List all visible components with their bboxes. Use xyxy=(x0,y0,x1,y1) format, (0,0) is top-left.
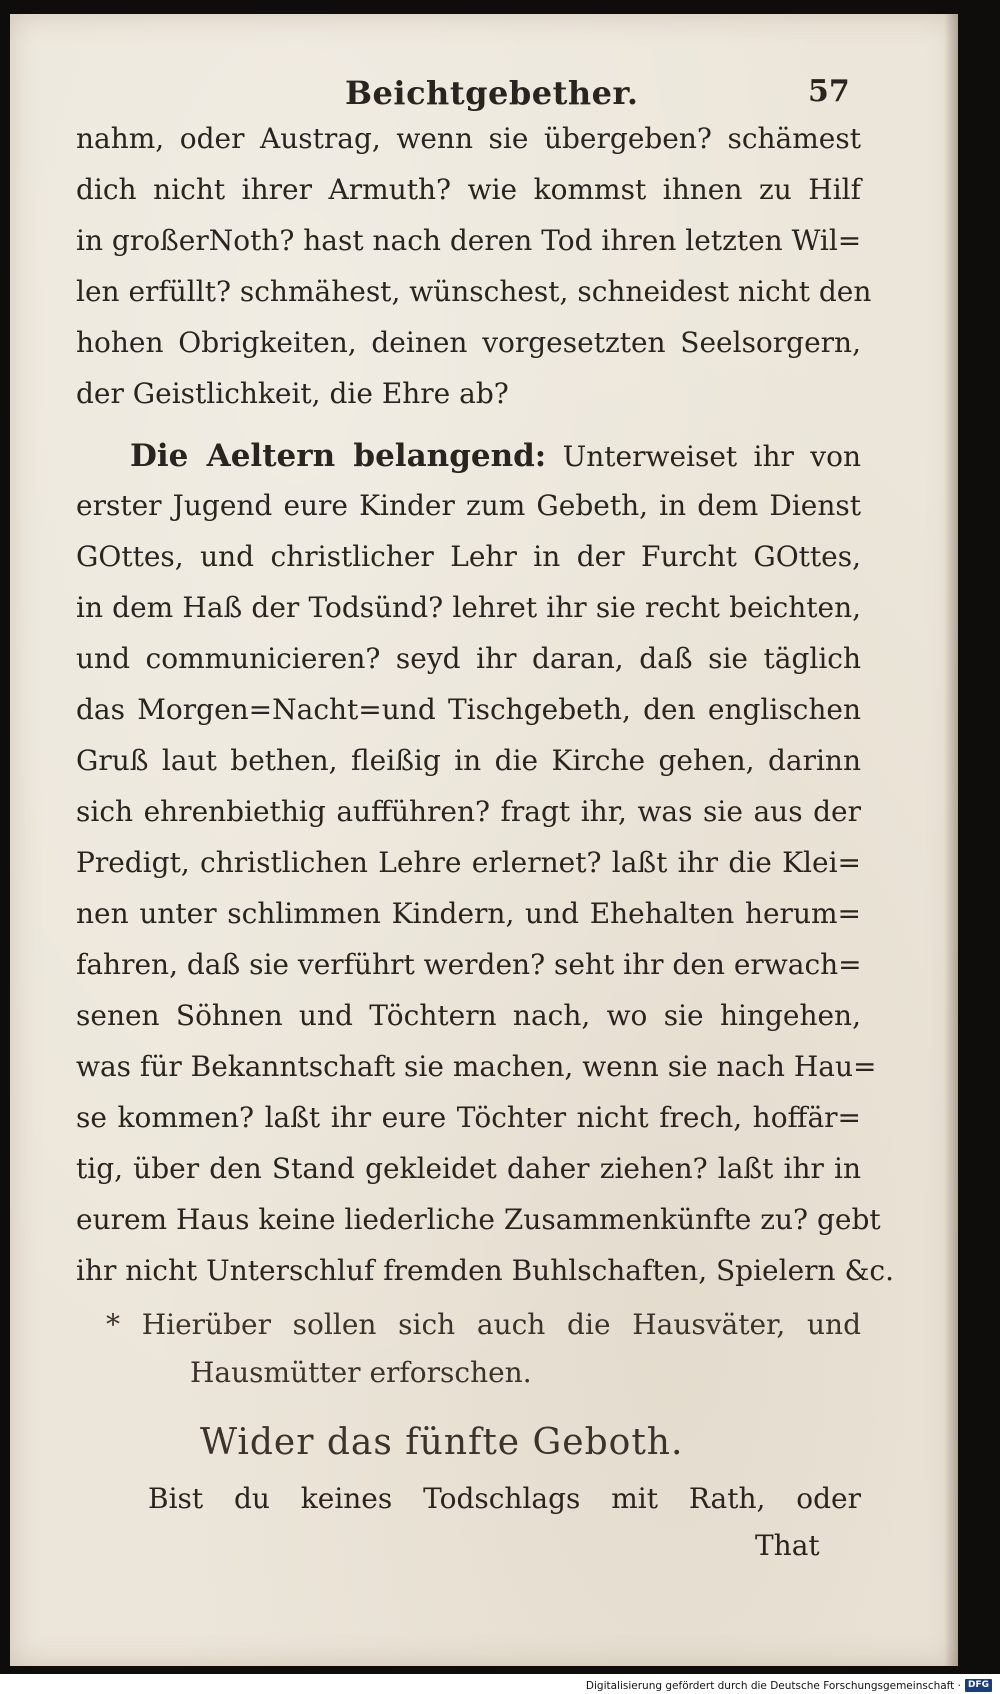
text-line: tig, über den Stand gekleidet daher ziehen? laßt ihr in xyxy=(76,1152,861,1185)
text-line: erster Jugend eure Kinder zum Gebeth, in dem Dienst xyxy=(76,489,861,522)
text-line: eurem Haus keine liederliche Zusammenkünfte zu? gebt xyxy=(76,1203,881,1236)
text-line: GOttes, und christlicher Lehr in der Furcht GOttes, xyxy=(76,540,861,573)
text-line: und communicieren? seyd ihr daran, daß sie täglich xyxy=(76,642,861,675)
text-line: se kommen? laßt ihr eure Töchter nicht frech, hoffär= xyxy=(76,1101,861,1134)
digitization-credit xyxy=(586,1679,992,1692)
text-line: sich ehrenbiethig aufführen? fragt ihr, was sie aus der xyxy=(76,795,861,828)
text-line: nen unter schlimmen Kindern, und Ehehalten herum= xyxy=(76,897,861,930)
footnote-line: * Hierüber sollen sich auch die Hausväter, und xyxy=(106,1308,861,1341)
text-line: der Geistlichkeit, die Ehre ab? xyxy=(76,377,509,410)
dfg-logo: DFG xyxy=(965,1679,992,1692)
text-line: nahm, oder Austrag, wenn sie übergeben? schämest xyxy=(76,122,861,155)
book-page xyxy=(10,14,958,1666)
text-line: senen Söhnen und Töchtern nach, wo sie hingehen, xyxy=(76,999,861,1032)
paragraph-first-line-text: Unterweiset ihr von xyxy=(562,440,862,473)
page-edge-shadow xyxy=(944,14,958,1666)
text-line: len erfüllt? schmähest, wünschest, schneidest nicht den xyxy=(76,275,872,308)
text-line: in großerNoth? hast nach deren Tod ihren letzten Wil= xyxy=(76,224,862,257)
text-line: Predigt, christlichen Lehre erlernet? laßt ihr die Klei= xyxy=(76,846,861,879)
page-number: 57 xyxy=(808,74,850,109)
text-line: Gruß laut bethen, fleißig in die Kirche gehen, darinn xyxy=(76,744,861,777)
text-line: Bist du keines Todschlags mit Rath, oder xyxy=(148,1482,861,1515)
text-line: dich nicht ihrer Armuth? wie kommst ihnen zu Hilf xyxy=(76,173,861,206)
text-line: in dem Haß der Todsünd? lehret ihr sie recht beichten, xyxy=(76,591,861,624)
credit-text: Digitalisierung gefördert durch die Deutsche Forschungsgemeinschaft · xyxy=(585,1679,961,1692)
paragraph-heading: Die Aeltern belangend: xyxy=(130,438,547,474)
text-line: fahren, daß sie verführt werden? seht ihr den erwach= xyxy=(76,948,862,981)
text-line: das Morgen=Nacht=und Tischgebeth, den englischen xyxy=(76,693,861,726)
paragraph-first-line xyxy=(130,438,861,474)
text-line: hohen Obrigkeiten, deinen vorgesetzten Seelsorgern, xyxy=(76,326,861,359)
text-line: was für Bekanntschaft sie machen, wenn sie nach Hau= xyxy=(76,1050,877,1083)
running-head: Beichtgebether. xyxy=(345,74,639,112)
section-title: Wider das fünfte Geboth. xyxy=(200,1422,684,1463)
catchword: That xyxy=(755,1529,820,1562)
text-line: ihr nicht Unterschluf fremden Buhlschaften, Spielern &c. xyxy=(76,1254,894,1287)
footnote-line: Hausmütter erforschen. xyxy=(190,1356,532,1389)
